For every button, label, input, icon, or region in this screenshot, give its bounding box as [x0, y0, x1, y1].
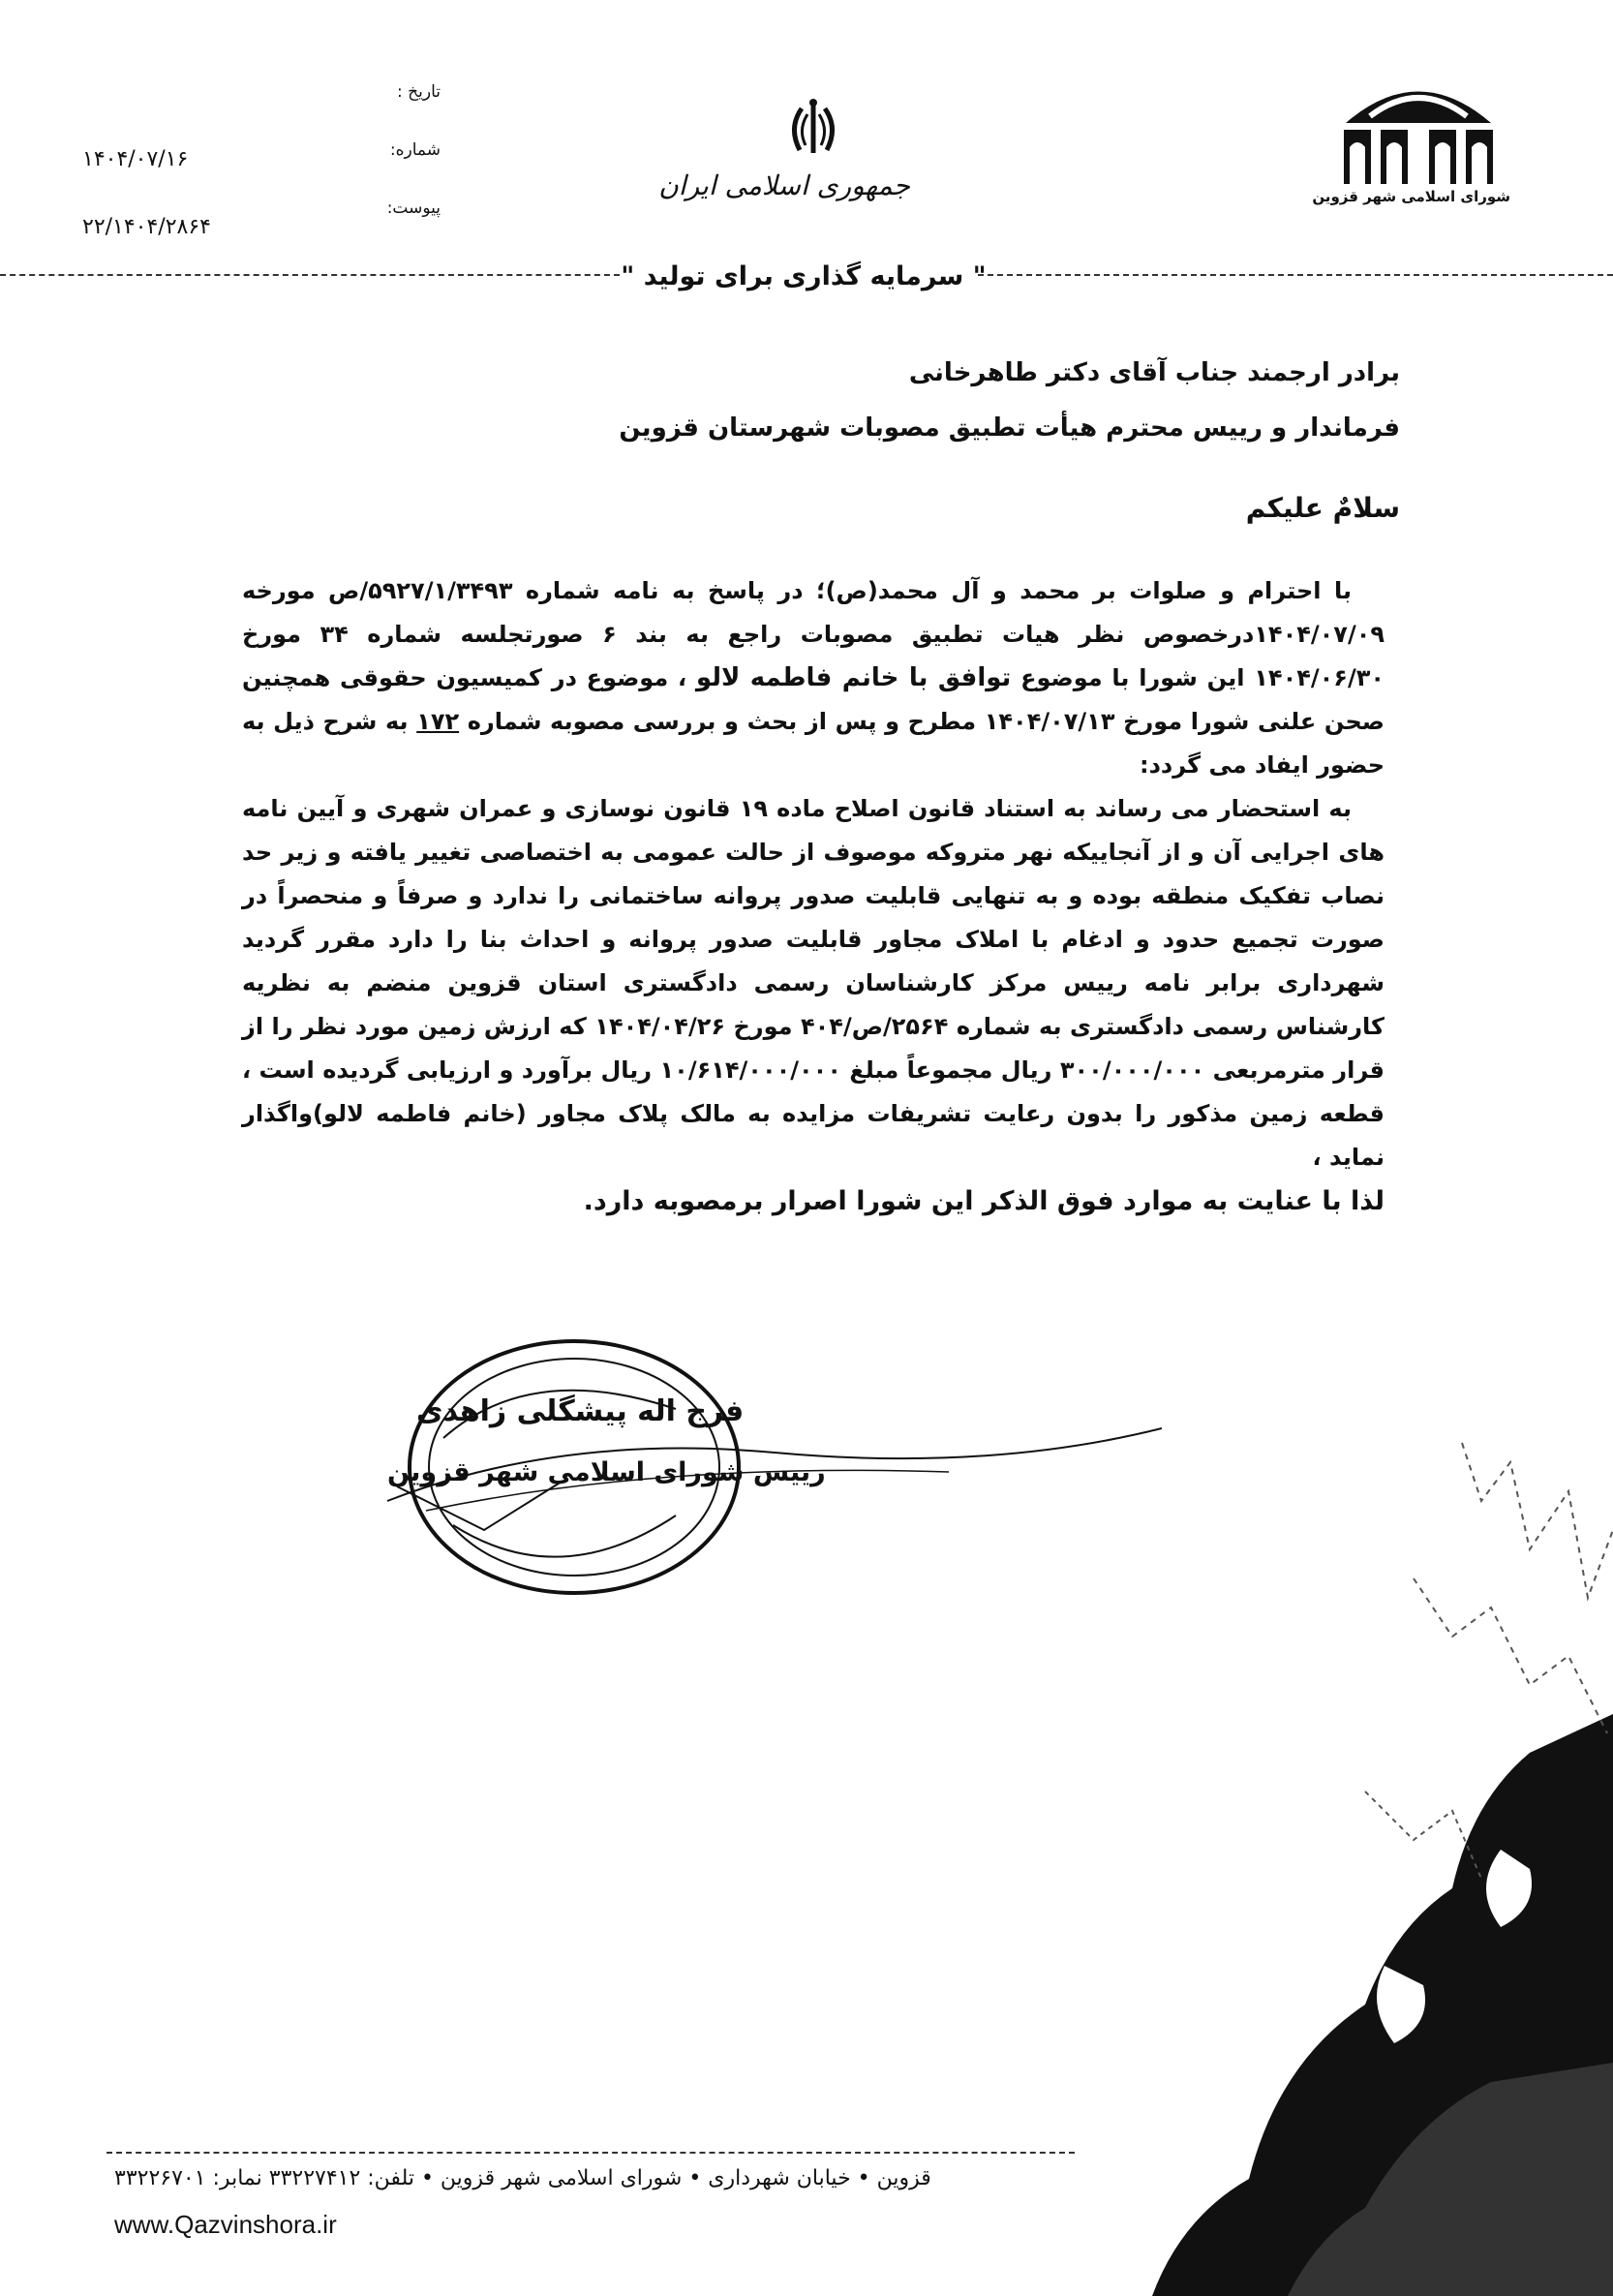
date-value: ۱۴۰۴/۰۷/۱۶: [82, 147, 189, 171]
council-logo-caption: شورای اسلامی شهر قزوین: [1312, 188, 1510, 205]
signature-scribble: [368, 1394, 1162, 1540]
body-p1-part-a: با احترام و صلوات بر محمد و آل محمد(ص)؛ در پاسخ به نامه شماره ۵۹۲۷/۱/۳۴۹۳/ص مورخه ۱۴۰۴/۰۷/۰۹درخصوص نظر هیات تطبیق مصوبات راجع به بند ۶ صورتجلسه شماره ۳۴ مورخ ۱۴۰۴/۰۶/۳۰ این شورا با موضوع: [242, 577, 1385, 691]
council-logo: [1312, 70, 1510, 215]
number-value: ۲۲/۱۴۰۴/۲۸۶۴: [82, 215, 211, 239]
body-p1-subject: توافق با خانم فاطمه لالو: [695, 663, 1012, 692]
footer-website[interactable]: www.Qazvinshora.ir: [114, 2210, 337, 2239]
resolution-number: ۱۷۲: [416, 708, 460, 735]
slogan: " سرمایه گذاری برای تولید ": [621, 261, 987, 291]
body-paragraph-2: به استحضار می رساند به استناد قانون اصلاح ماده ۱۹ قانون نوسازی و عمران شهری و آیین نامه های اجرایی آن و از آنجاییکه نهر متروکه موصوف از حالت عمومی به اختصاصی تغییر یافته و زیر حد نصاب تفکیک منطقه بوده و به تنهایی قابلیت صدور پروانه ساختمانی را ندارد و صرفاً و منحصراً در صورت تجمیع حدود و ادغام با املاک مجاور قابلیت صدور پروانه و احداث بنا را دارد مقرر گردید شهرداری برابر نامه رییس مرکز کارشناسان رسمی دادگستری استان قزوین منضم به نظریه کارشناس رسمی دادگستری به شماره ۲۵۶۴/ص/۴۰۴ مورخ ۱۴۰۴/۰۴/۲۶ که ارزش زمین مورد نظر را از قرار مترمربعی ۳۰۰/۰۰۰/۰۰۰ ریال مجموعاً مبلغ ۱۰/۶۱۴/۰۰۰/۰۰۰ ریال برآورد و ارزیابی گردیده است ، قطعه زمین مذکور را بدون رعایت تشریفات مزایده به مالک پلاک مجاور (خانم فاطمه لالو)واگذار نماید ،: [242, 795, 1385, 1171]
number-label: شماره:: [389, 140, 441, 160]
attachment-label: پیوست:: [386, 199, 441, 218]
footer-address: قزوین • خیابان شهرداری • شورای اسلامی شهر قزوین • تلفن: ۳۳۲۲۷۴۱۲ نمابر: ۳۳۲۲۶۷۰۱: [114, 2166, 931, 2190]
signatory-title: رییس شورای اسلامی شهر قزوین: [387, 1457, 826, 1487]
council-logo-icon: [1326, 70, 1510, 186]
closing-line: لذا با عنایت به موارد فوق الذکر این شورا اصرار برمصوبه دارد.: [583, 1186, 1385, 1216]
national-emblem: [658, 97, 910, 213]
footer-divider: [107, 2152, 1075, 2154]
greeting: سلامٌ علیکم: [1245, 492, 1400, 524]
body-p1-part-c: به شرح ذیل به حضور ایفاد می گردد:: [242, 708, 1385, 779]
emblem-icon: [784, 97, 842, 160]
body-paragraph-1: [242, 569, 1385, 787]
decorative-silhouette-art: [1046, 1385, 1613, 2296]
recipient-line-2: فرماندار و رییس محترم هیأت تطبیق مصوبات شهرستان قزوین: [619, 413, 1400, 443]
recipient-line-1: برادر ارجمند جناب آقای دکتر طاهرخانی: [908, 358, 1400, 387]
header-divider-left: [0, 274, 620, 276]
date-label: تاریخ :: [397, 82, 441, 102]
header-divider-right: [978, 274, 1613, 276]
body-p1-part-b: ، موضوع در کمیسیون حقوقی همچنین صحن علنی شورا مورخ ۱۴۰۴/۰۷/۱۳ مطرح و پس از بحث و بررسی مصوبه شماره: [242, 664, 1385, 735]
signatory-name: فرج اله پیشگلی زاهدی: [416, 1394, 745, 1428]
letter-body: [242, 569, 1385, 1223]
emblem-caption: جمهوری اسلامی ایران: [658, 169, 910, 201]
